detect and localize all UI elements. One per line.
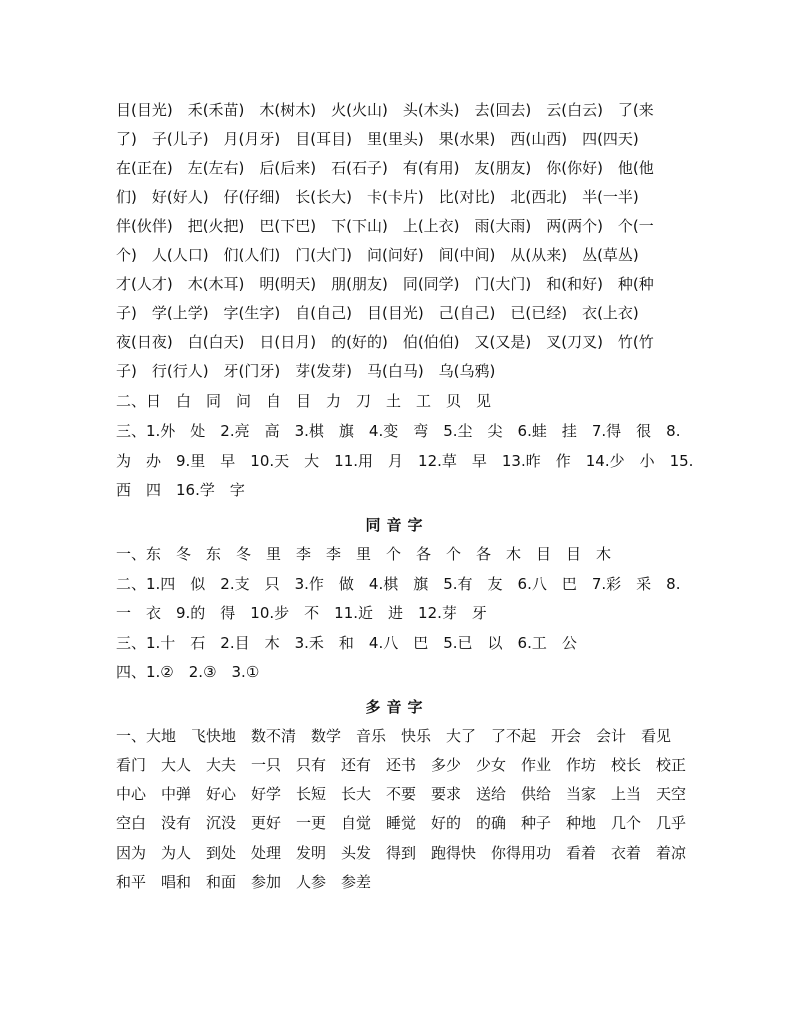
answer-line: 为 办 9.里 早 10.天 大 11.用 月 12.草 早 13.昨 作 14.少 小 15. bbox=[116, 452, 694, 470]
answer-line: 们) 好(好人) 仔(仔细) 长(长大) 卡(卡片) 比(对比) 北(西北) 半(一半) bbox=[116, 188, 639, 206]
answer-line: 在(正在) 左(左右) 后(后来) 石(石子) 有(有用) 友(朋友) 你(你好) 他(他 bbox=[116, 159, 654, 177]
section-heading-homophones: 同音字 bbox=[365, 516, 429, 534]
answer-line: 夜(日夜) 白(白天) 日(日月) 的(好的) 伯(伯伯) 又(又是) 叉(刀叉) 竹(竹 bbox=[116, 333, 654, 351]
answer-line: 空白 没有 沉没 更好 一更 自觉 睡觉 好的 的确 种子 种地 几个 几乎 bbox=[116, 814, 687, 832]
answer-line: 一 衣 9.的 得 10.步 不 11.近 进 12.芽 牙 bbox=[116, 604, 487, 622]
section-heading-polyphones: 多音字 bbox=[365, 698, 429, 716]
answer-line: 子) 行(行人) 牙(门牙) 芽(发芽) 马(白马) 乌(乌鸦) bbox=[116, 362, 496, 380]
answer-line: 因为 为人 到处 处理 发明 头发 得到 跑得快 你得用功 看着 衣着 着凉 bbox=[116, 844, 687, 862]
answer-line: 一、大地 飞快地 数不清 数学 音乐 快乐 大了 了不起 开会 会计 看见 bbox=[116, 727, 672, 745]
answer-line: 三、1.外 处 2.亮 高 3.棋 旗 4.变 弯 5.尘 尖 6.蛙 挂 7.得 很 8. bbox=[116, 422, 681, 440]
answer-line: 才(人才) 木(木耳) 明(明天) 朋(朋友) 同(同学) 门(大门) 和(和好) 种(种 bbox=[116, 275, 654, 293]
answer-line: 四、1.② 2.③ 3.① bbox=[116, 663, 260, 681]
answer-line: 三、1.十 石 2.目 木 3.禾 和 4.八 巴 5.已 以 6.工 公 bbox=[116, 634, 577, 652]
answer-line: 一、东 冬 东 冬 里 李 李 里 个 各 个 各 木 目 目 木 bbox=[116, 545, 612, 563]
answer-line: 了) 子(儿子) 月(月牙) 目(耳目) 里(里头) 果(水果) 西(山西) 四(四天) bbox=[116, 130, 639, 148]
answer-line: 个) 人(人口) 们(人们) 门(大门) 问(问好) 间(中间) 从(从来) 丛(草丛) bbox=[116, 246, 639, 264]
answer-line: 和平 唱和 和面 参加 人参 参差 bbox=[116, 873, 372, 891]
answer-line: 伴(伙伴) 把(火把) 巴(下巴) 下(下山) 上(上衣) 雨(大雨) 两(两个) 个(一 bbox=[116, 217, 654, 235]
answer-line: 西 四 16.学 字 bbox=[116, 481, 245, 499]
answer-line: 看门 大人 大夫 一只 只有 还有 还书 多少 少女 作业 作坊 校长 校正 bbox=[116, 756, 687, 774]
answer-line: 二、日 白 同 问 自 目 力 刀 土 工 贝 见 bbox=[116, 392, 492, 410]
answer-line: 子) 学(上学) 字(生字) 自(自己) 目(目光) 己(自己) 已(已经) 衣(上衣) bbox=[116, 304, 639, 322]
answer-line: 二、1.四 似 2.支 只 3.作 做 4.棋 旗 5.有 友 6.八 巴 7.彩 采 8. bbox=[116, 575, 681, 593]
answer-line: 目(目光) 禾(禾苗) 木(树木) 火(火山) 头(木头) 去(回去) 云(白云) 了(来 bbox=[116, 101, 654, 119]
answer-line: 中心 中弹 好心 好学 长短 长大 不要 要求 送给 供给 当家 上当 天空 bbox=[116, 785, 687, 803]
